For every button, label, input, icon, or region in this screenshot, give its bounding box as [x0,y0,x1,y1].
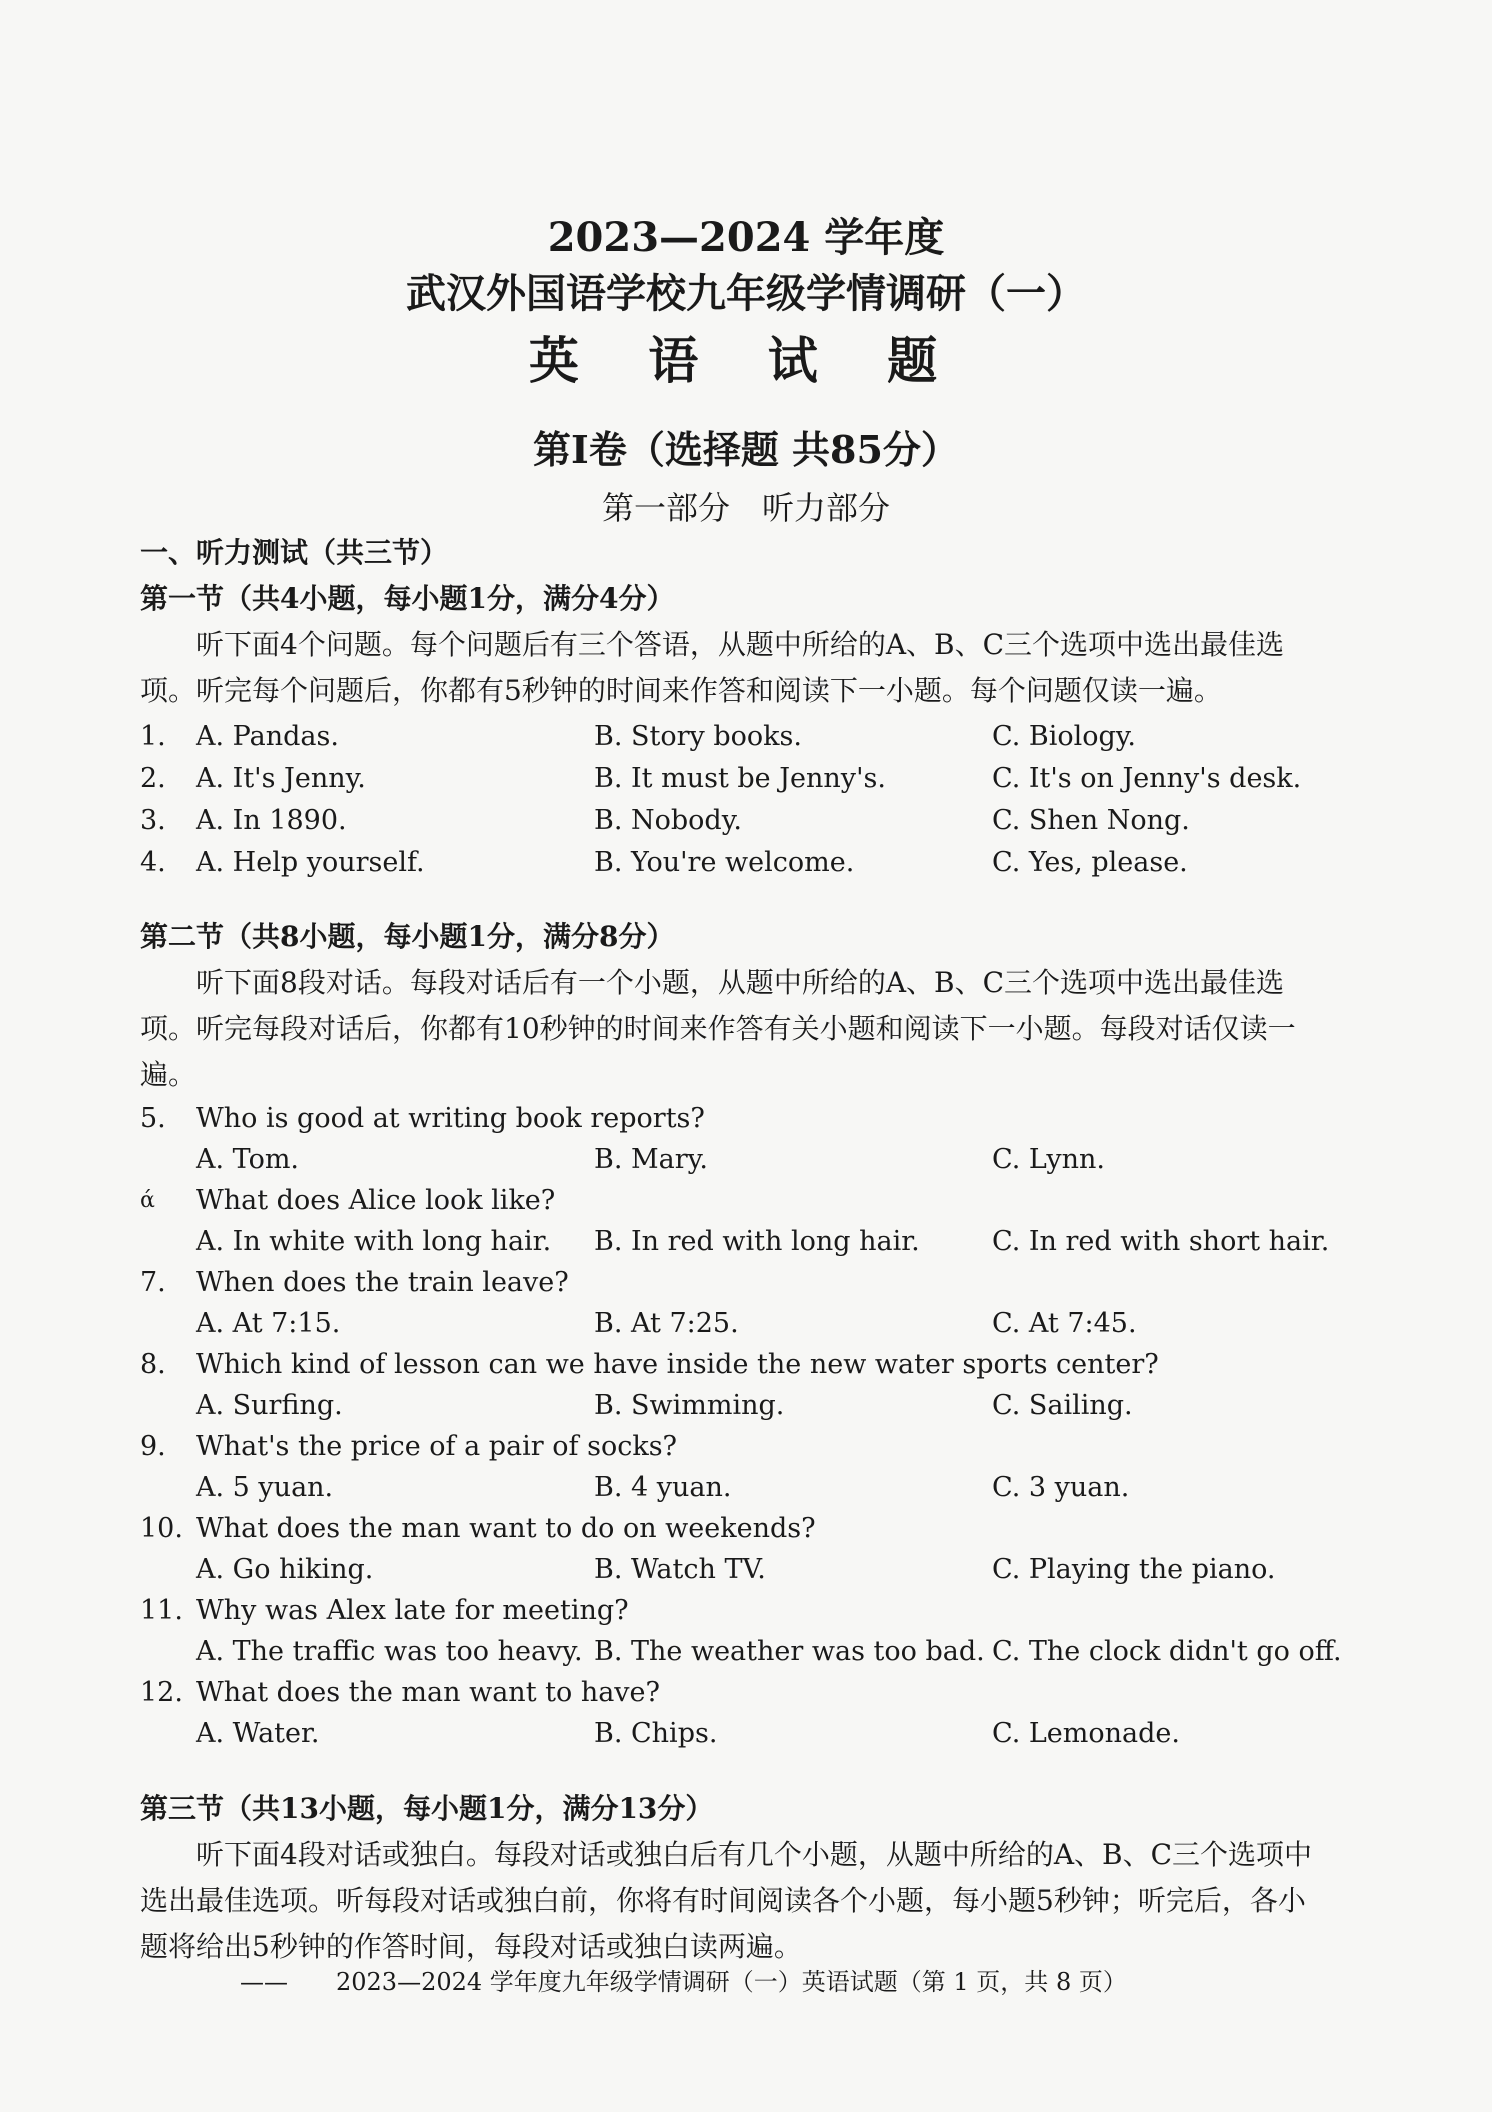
option-b: B. Chips. [594,1718,718,1749]
option-a: A. In 1890. [196,805,347,836]
question-text: Who is good at writing book reports? [196,1103,705,1134]
option-b: B. Swimming. [594,1390,785,1421]
option-a: A. Tom. [196,1144,300,1175]
option-c: C. The clock didn't go off. [992,1636,1342,1667]
section2-title: 第二节（共8小题，每小题1分，满分8分） [140,920,675,953]
option-a: A. Water. [196,1718,320,1749]
page-footer: —— 2023—2024 学年度九年级学情调研（一）英语试题（第 1 页，共 8 页） [240,1968,1127,1996]
option-b: B. 4 yuan. [594,1472,732,1503]
option-b: B. At 7:25. [594,1308,739,1339]
option-c: C. 3 yuan. [992,1472,1130,1503]
section1-title: 第一节（共4小题，每小题1分，满分4分） [140,582,675,615]
option-c: C. Sailing. [992,1390,1133,1421]
option-c: C. Yes, please. [992,847,1188,878]
option-c: C. In red with short hair. [992,1226,1330,1257]
academic-year: 2023—2024 学年度 [547,214,945,261]
option-a: A. In white with long hair. [196,1226,552,1257]
listening-title: 一、听力测试（共三节） [140,536,449,569]
part-title: 第一部分 听力部分 [601,489,890,527]
option-a: A. 5 yuan. [196,1472,334,1503]
option-c: C. Lynn. [992,1144,1105,1175]
option-c: C. Shen Nong. [992,805,1190,836]
option-b: B. The weather was too bad. [594,1636,985,1667]
option-a: A. Help yourself. [196,847,425,878]
option-c: C. Playing the piano. [992,1554,1276,1585]
option-b: B. Watch TV. [594,1554,766,1585]
question-text: What does Alice look like? [196,1185,556,1216]
option-c: C. It's on Jenny's desk. [992,763,1302,794]
subject-title: 英 语 试 题 [528,331,964,390]
volume-title: 第I卷（选择题 共85分） [533,427,959,472]
section3-title: 第三节（共13小题，每小题1分，满分13分） [140,1792,714,1825]
section1-instruction: 听下面4个问题。每个问题后有三个答语，从题中所给的A、B、C三个选项中选出最佳选项。听完每个问题后，你都有5秒钟的时间来作答和阅读下一小题。每个问题仅读一遍。 [140,628,1285,707]
option-b: B. Nobody. [594,805,742,836]
option-b: B. It must be Jenny's. [594,763,886,794]
option-b: B. Mary. [594,1144,708,1175]
question-text: What does the man want to do on weekends? [196,1513,816,1544]
option-b: B. You're welcome. [594,847,855,878]
option-a: A. Go hiking. [196,1554,374,1585]
option-c: C. Biology. [992,721,1137,752]
option-c: C. Lemonade. [992,1718,1180,1749]
option-b: B. Story books. [594,721,802,752]
question-text: Which kind of lesson can we have inside the new water sports center? [196,1349,1159,1380]
exam-page: 2023—2024 学年度 武汉外国语学校九年级学情调研（一） 英 语 试 题 第I卷（选择题 共85分） 第一部分 听力部分 一、听力测试（共三节） 第一节（共4小题，每小题1分，满分4分） 听下面4个问题。每个问题后有三个答语，从题中所给的A、B、C三个选项中选出最佳选项。听完每个问题后，你都有5秒钟的时间来作答和阅读下一小题。每个问题仅读一遍。 1. A. Pandas. B. Story books. C. Biology. 2. A. It's Jenny. B. It must be Jenny's. C. It's on Jenny's desk. 3. A. In 1890. B. Nobody. C. Shen Nong. 4. A. Help yourself. B. You're welcome. C. Yes, please. 第二节（共8小题，每小题1分，满分8分） 听下面8段对话。每段对话后有一个小题，从题中所给的A、B、C三个选项中选出最佳选项。听完每段对话后，你都有10秒钟的时间来作答有关小题和阅读下一小题。每段对话仅读一遍。 5. Who is good at writing book reports? A. Tom. B. Mary. C. Lynn. ά What does Alice look like? A. In white with long hair. B. In red with long hair. C. In red with short hair. 7. When does the train leave? A. At 7:15. B. At 7:25. C. At 7:45. 8. Which kind of lesson can we have inside the new water sports center? A. Surfing. B. Swimming. C. Sailing. 9. What's the price of a pair of socks? A. 5 yuan. B. 4 yuan. C. 3 yuan. 10. What does the man want to do on weekends? A. Go hiking. B. Watch TV. C. Playing the piano. 11. Why was Alex late for meeting? A. The traffic was too heavy. B. The weather was too bad. C. The clock didn't go off. 12. What does the man want to have? A. Water. B. Chips. C. Lemonade. 第三节（共13小题，每小题1分，满分13分） 听下面4段对话或独白。每段对话或独白后有几个小题，从题中所给的A、B、C三个选项中选出最佳选项。听每段对话或独白前，你将有时间阅读各个小题，每小题5秒钟；听完后，各小题将给出5秒钟的作答时间，每段对话或独白读两遍。 —— 2023—2024 学年度九年级学情调研（一）英语试题（第 1 页，共 8 页） [0,0,1492,2112]
option-a: A. At 7:15. [196,1308,341,1339]
question-text: What does the man want to have? [196,1677,661,1708]
question-text: When does the train leave? [196,1267,569,1298]
option-a: A. The traffic was too heavy. [196,1636,583,1667]
title-block [0,210,1492,532]
option-a: A. It's Jenny. [196,763,366,794]
school-title: 武汉外国语学校九年级学情调研（一） [406,270,1086,317]
section2-instruction: 听下面8段对话。每段对话后有一个小题，从题中所给的A、B、C三个选项中选出最佳选项。听完每段对话后，你都有10秒钟的时间来作答有关小题和阅读下一小题。每段对话仅读一遍。 [140,966,1296,1091]
option-b: B. In red with long hair. [594,1226,920,1257]
question-text: Why was Alex late for meeting? [196,1595,629,1626]
option-a: A. Surfing. [196,1390,343,1421]
question-text: What's the price of a pair of socks? [196,1431,678,1462]
option-c: C. At 7:45. [992,1308,1137,1339]
option-a: A. Pandas. [196,721,339,752]
section3-instruction: 听下面4段对话或独白。每段对话或独白后有几个小题，从题中所给的A、B、C三个选项中选出最佳选项。听每段对话或独白前，你将有时间阅读各个小题，每小题5秒钟；听完后，各小题将给出5秒钟的作答时间，每段对话或独白读两遍。 [140,1838,1313,1963]
